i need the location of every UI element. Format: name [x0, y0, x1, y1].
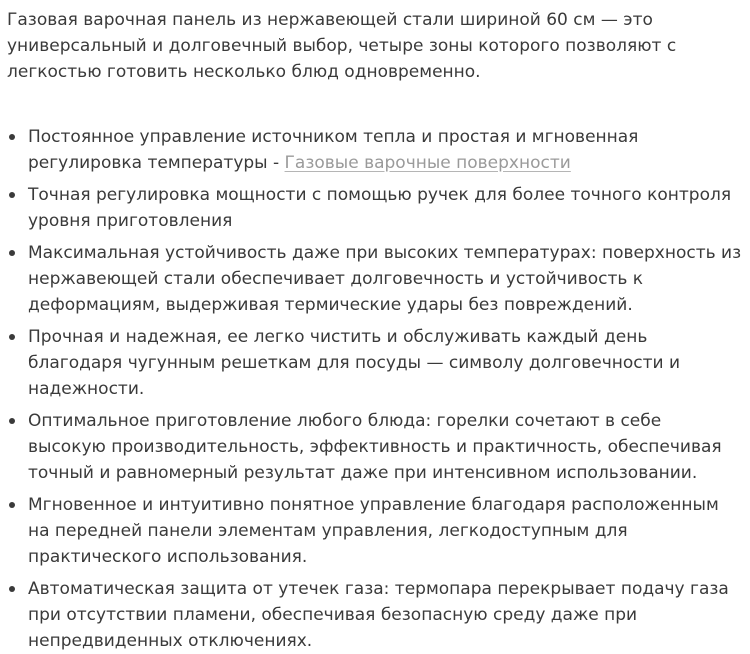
feature-text: Точная регулировка мощности с помощью ручек для более точного контроля уровня приготовления — [28, 185, 732, 231]
list-item — [7, 240, 742, 318]
feature-text: Максимальная устойчивость даже при высоких температурах: поверхность из нержавеющей стали обеспечивает долговечность и устойчивость к деформациям, выдерживая термические удары без повреждений. — [28, 243, 742, 315]
bullet-icon — [8, 240, 16, 266]
intro-paragraph: Газовая варочная панель из нержавеющей стали шириной 60 см — это универсальный и долговечный выбор, четыре зоны которого позволяют с легкостью готовить несколько блюд одновременно. — [7, 10, 677, 82]
feature-text: Автоматическая защита от утечек газа: термопара перекрывает подачу газа при отсутствии пламени, обеспечивая безопасную среду даже при непредвиденных отключениях. — [28, 579, 729, 651]
feature-text: Оптимальное приготовление любого блюда: горелки сочетают в себе высокую производительность, эффективность и практичность, обеспечивая точный и равномерный результат даже при интенсивном использовании. — [28, 411, 722, 483]
bullet-icon — [8, 182, 16, 208]
bullet-icon — [8, 408, 16, 434]
list-item — [7, 408, 742, 486]
list-item — [7, 124, 742, 176]
list-item — [7, 182, 742, 234]
gas-hobs-link[interactable]: Газовые варочные поверхности — [284, 153, 571, 173]
feature-text: Мгновенное и интуитивно понятное управление благодаря расположенным на передней панели элементам управления, легкодоступным для практического использования. — [28, 495, 719, 567]
list-item — [7, 492, 742, 570]
list-item — [7, 324, 742, 402]
bullet-icon — [8, 124, 16, 150]
bullet-icon — [8, 492, 16, 518]
bullet-icon — [8, 576, 16, 602]
feature-list — [7, 124, 742, 654]
feature-text: Прочная и надежная, ее легко чистить и обслуживать каждый день благодаря чугунным решеткам для посуды — символу долговечности и надежности. — [28, 327, 681, 399]
feature-text: Постоянное управление источником тепла и простая и мгновенная регулировка температуры - — [28, 127, 639, 173]
list-item — [7, 576, 742, 654]
bullet-icon — [8, 324, 16, 350]
